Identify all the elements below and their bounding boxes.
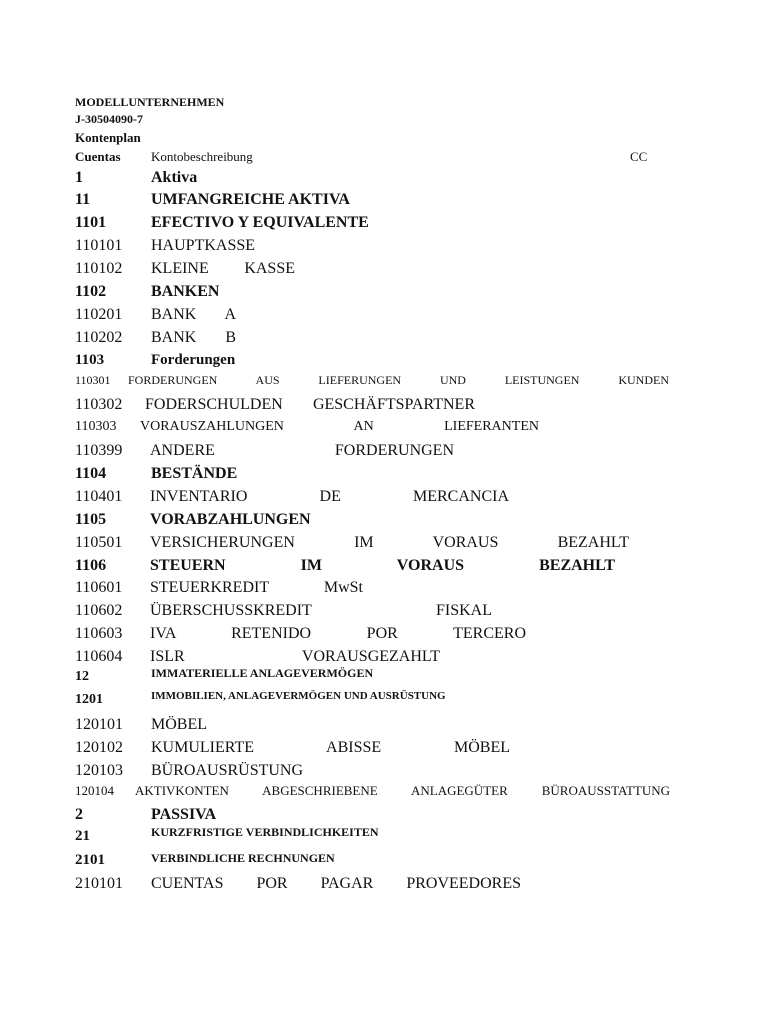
account-description: EFECTIVO Y EQUIVALENTE: [151, 214, 369, 231]
account-row: [75, 692, 748, 708]
account-row: [75, 396, 748, 414]
account-row: [75, 419, 748, 435]
account-code: 110601: [75, 579, 123, 596]
account-description: UMFANGREICHE AKTIVA: [151, 191, 350, 208]
column-header-account: Cuentas: [75, 149, 121, 164]
account-description: BANK B: [151, 329, 236, 346]
account-row: [75, 352, 748, 369]
account-row: [75, 806, 748, 824]
account-description: STEUERKREDIT MwSt: [150, 579, 363, 596]
account-row: [75, 442, 748, 460]
account-code: 120104: [75, 783, 114, 798]
account-row: [75, 648, 748, 666]
account-row: [75, 237, 748, 255]
account-row: [75, 579, 748, 597]
account-description: ANDERE FORDERUNGEN: [150, 442, 454, 459]
account-description: Aktiva: [151, 169, 198, 186]
account-description: FORDERUNGEN AUS LIEFERUNGEN UND LEISTUNGEN KUNDEN: [128, 373, 669, 387]
account-description: BESTÄNDE: [151, 465, 238, 482]
account-code: 21: [75, 828, 90, 844]
account-code: 1201: [75, 692, 103, 707]
account-code: 110501: [75, 534, 123, 551]
account-description: IVA RETENIDO POR TERCERO: [150, 625, 526, 642]
account-description: PASSIVA: [151, 806, 217, 823]
account-description: VORABZAHLUNGEN: [150, 511, 311, 528]
account-description: ISLR VORAUSGEZAHLT: [150, 648, 440, 665]
account-description: KUMULIERTE ABISSE MÖBEL: [151, 739, 510, 756]
account-code: 110102: [75, 260, 123, 277]
account-code: 1101: [75, 214, 107, 231]
account-code: 110201: [75, 306, 123, 323]
account-code: 1103: [75, 352, 105, 368]
account-row: [75, 260, 748, 278]
account-description: CUENTAS POR PAGAR PROVEEDORES: [151, 875, 521, 892]
account-code: 2: [75, 806, 83, 823]
account-row: [75, 783, 748, 799]
account-description: VERBINDLICHE RECHNUNGEN: [151, 851, 335, 865]
account-code: 110101: [75, 237, 123, 254]
account-row: [75, 875, 748, 893]
account-row: [75, 739, 748, 757]
account-row: [75, 557, 748, 575]
account-code: 210101: [75, 875, 123, 892]
account-description: Forderungen: [151, 352, 236, 368]
account-code: 1102: [75, 283, 107, 300]
account-row: [75, 191, 748, 209]
account-row: [75, 534, 748, 552]
account-code: 110603: [75, 625, 123, 642]
account-row: [75, 511, 748, 529]
account-row: [75, 716, 748, 734]
account-description: BANK A: [151, 306, 236, 323]
account-row: [75, 762, 748, 780]
account-description: KURZFRISTIGE VERBINDLICHKEITEN: [151, 825, 379, 839]
document-title-text: Kontenplan: [75, 130, 141, 145]
account-description: BÜROAUSRÜSTUNG: [151, 762, 304, 779]
account-description: KLEINE KASSE: [151, 260, 295, 277]
account-row: [75, 329, 748, 347]
account-code: 110302: [75, 396, 123, 413]
account-row: [75, 488, 748, 506]
account-description: FODERSCHULDEN GESCHÄFTSPARTNER: [145, 396, 475, 413]
account-code: 120101: [75, 716, 123, 733]
account-description: ÜBERSCHUSSKREDIT FISKAL: [150, 602, 492, 619]
account-description: HAUPTKASSE: [151, 237, 256, 254]
account-row: [75, 306, 748, 324]
account-description: VORAUSZAHLUNGEN AN LIEFERANTEN: [140, 419, 539, 434]
column-header-cc: CC: [630, 149, 648, 164]
company-name-text: MODELLUNTERNEHMEN: [75, 95, 225, 109]
account-row: [75, 283, 748, 301]
account-code: 110303: [75, 419, 117, 434]
account-row: [75, 825, 748, 845]
company-name: [75, 95, 748, 110]
account-row: [75, 169, 748, 187]
account-code: 110602: [75, 602, 123, 619]
document-title: [75, 130, 748, 146]
column-header-row: [75, 149, 748, 165]
account-code: 1: [75, 169, 83, 186]
company-rif-text: J-30504090-7: [75, 112, 143, 126]
account-code: 1105: [75, 511, 107, 528]
account-description: AKTIVKONTEN ABGESCHRIEBENE ANLAGEGÜTER BÜROAUSSTATTUNG: [135, 783, 670, 798]
account-code: 12: [75, 669, 89, 684]
account-code: 2101: [75, 852, 105, 868]
column-header-description: Kontobeschreibung: [151, 149, 253, 164]
account-code: 1106: [75, 557, 107, 574]
account-code: 110399: [75, 442, 123, 459]
account-row: [75, 852, 748, 869]
account-code: 110401: [75, 488, 123, 505]
account-code: 11: [75, 191, 91, 208]
account-description: MÖBEL: [151, 716, 207, 733]
account-row: [75, 214, 748, 232]
account-code: 110202: [75, 329, 123, 346]
account-description: STEUERN IM VORAUS BEZAHLT: [150, 557, 615, 574]
account-code: 110604: [75, 648, 123, 665]
account-code: 1104: [75, 465, 107, 482]
account-description: IMMOBILIEN, ANLAGEVERMÖGEN UND AUSRÜSTUNG: [151, 690, 446, 702]
account-description: IMMATERIELLE ANLAGEVERMÖGEN: [151, 666, 374, 680]
account-description: INVENTARIO DE MERCANCIA: [150, 488, 509, 505]
account-code: 110301: [75, 373, 111, 387]
account-row: [75, 465, 748, 483]
company-rif: [75, 112, 748, 127]
account-code: 120102: [75, 739, 123, 756]
account-description: BANKEN: [151, 283, 220, 300]
account-row: [75, 666, 748, 685]
account-description: VERSICHERUNGEN IM VORAUS BEZAHLT: [150, 534, 629, 551]
account-row: [75, 625, 748, 643]
account-row: [75, 373, 748, 388]
account-code: 120103: [75, 762, 123, 779]
account-row: [75, 602, 748, 620]
